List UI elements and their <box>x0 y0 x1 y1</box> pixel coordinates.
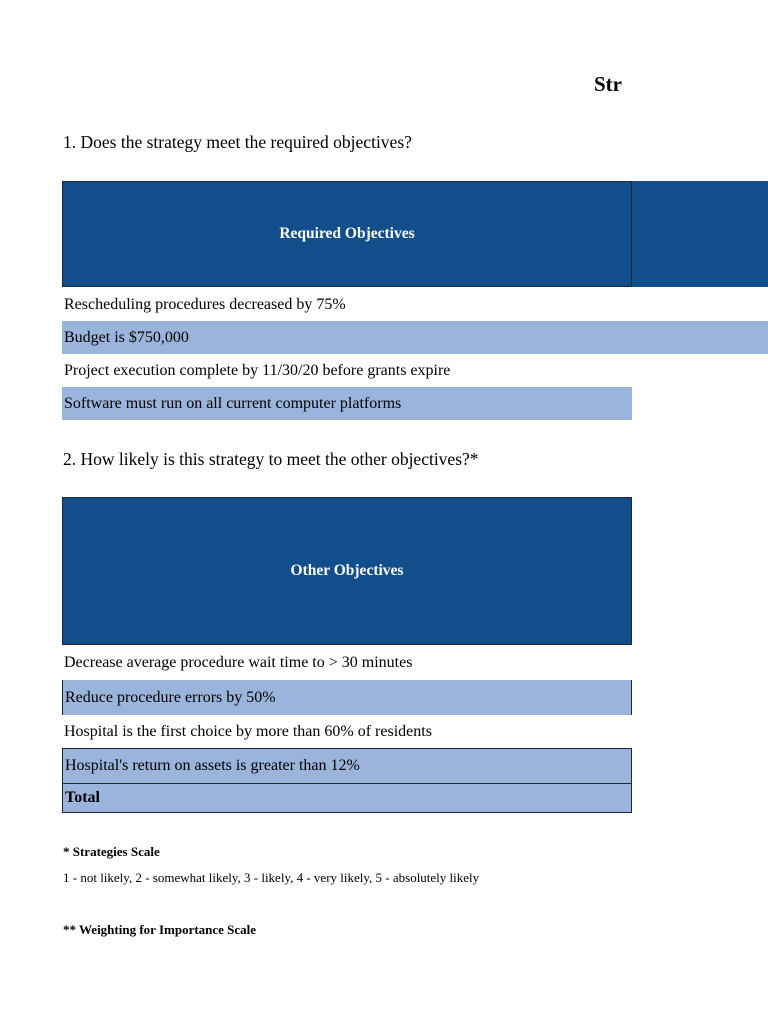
required-objective-label: Budget is $750,000 <box>64 328 189 346</box>
other-objective-label: Reduce procedure errors by 50% <box>65 688 276 706</box>
required-objective-row <box>62 321 632 354</box>
required-objective-label: Project execution complete by 11/30/20 before grants expire <box>64 361 451 379</box>
other-objectives-header-label: Other Objectives <box>290 562 404 579</box>
strategies-scale-text: 1 - not likely, 2 - somewhat likely, 3 - likely, 4 - very likely, 5 - absolutely likely <box>63 870 480 885</box>
other-objectives-header <box>62 497 632 645</box>
strategies-scale-title: * Strategies Scale <box>63 844 160 859</box>
required-objective-label: Rescheduling procedures decreased by 75% <box>64 295 346 313</box>
other-objective-row <box>62 680 632 715</box>
header-extension <box>632 181 768 287</box>
required-objectives-header <box>62 181 632 287</box>
total-row <box>62 783 632 813</box>
required-objective-row <box>62 288 632 321</box>
other-objective-row <box>62 646 632 680</box>
other-objective-row <box>62 715 632 748</box>
other-objective-label: Hospital is the first choice by more than 60% of residents <box>64 722 432 740</box>
other-objective-label: Hospital's return on assets is greater than 12% <box>65 757 360 774</box>
required-objective-row <box>62 387 632 420</box>
other-objective-row <box>62 748 632 783</box>
weighting-scale-title: ** Weighting for Importance Scale <box>63 922 257 937</box>
other-objective-label: Decrease average procedure wait time to > 30 minutes <box>64 654 413 671</box>
page-title: Str <box>594 72 622 96</box>
row-extension <box>632 321 768 354</box>
required-objective-row <box>62 354 632 387</box>
question-1: 1. Does the strategy meet the required objectives? <box>63 132 412 152</box>
question-2: 2. How likely is this strategy to meet the other objectives?* <box>63 449 479 469</box>
required-objective-label: Software must run on all current computer platforms <box>64 394 402 412</box>
total-label: Total <box>65 789 100 806</box>
required-objectives-header-label: Required Objectives <box>279 225 415 242</box>
